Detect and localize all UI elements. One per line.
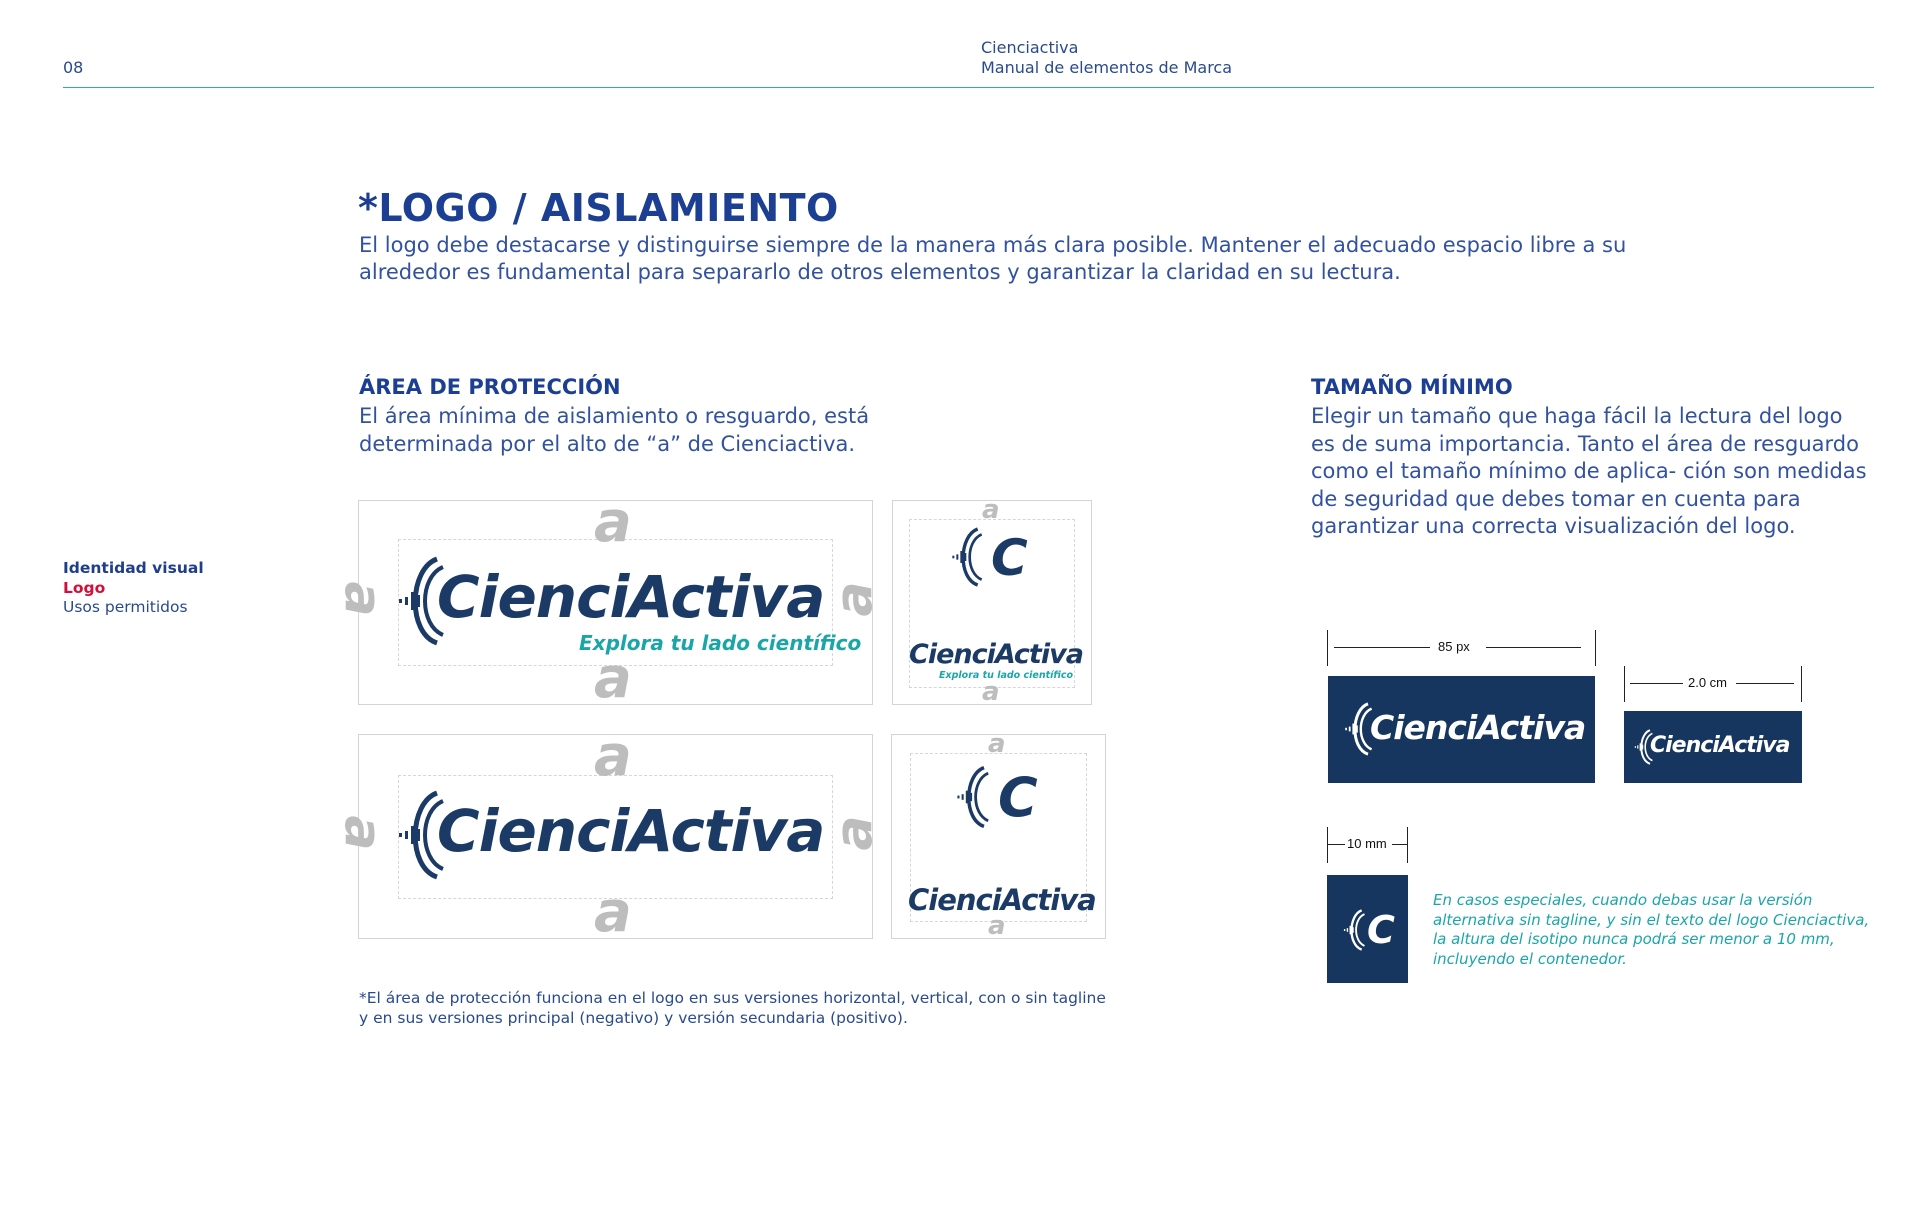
header-manual: Manual de elementos de Marca: [981, 58, 1233, 77]
logo-wordmark: CienciActiva: [908, 883, 1096, 917]
min-size-note: En casos especiales, cuando debas usar la versión alternativa sin tagline, y sin el texto del logo Cienciactiva, la altura del isotipo nunca podrá ser menor a 10 mm, incluyendo el contenedor.: [1433, 891, 1870, 968]
logo-box-horizontal: [332, 724, 885, 945]
logo-wordmark: CienciActiva: [1650, 733, 1790, 758]
logo-wordmark: CienciActiva: [1370, 708, 1586, 747]
spacing-a-top: a: [982, 495, 1000, 525]
dim-line: [1736, 683, 1794, 684]
nav-sub[interactable]: Usos permitidos: [63, 598, 188, 616]
min-logo-85px: [1328, 676, 1595, 783]
protection-text: El área mínima de aislamiento o resguardo, está determinada por el alto de “a” de Cienciactiva.: [359, 404, 870, 456]
protection-footnote: *El área de protección funciona en el logo en sus versiones horizontal, vertical, con o sin tagline y en sus versiones principal (negativo) y versión secundaria (positivo).: [359, 989, 1106, 1027]
dim-line: [1334, 647, 1430, 648]
header-divider: [63, 87, 1874, 88]
logo-box-vertical: [891, 729, 1106, 941]
header-brand: Cienciactiva: [981, 38, 1079, 57]
logo-wordmark: CienciActiva: [909, 639, 1083, 670]
dim-label-mm: 10 mm: [1347, 836, 1387, 851]
spacing-a-top: a: [988, 729, 1006, 759]
spacing-a-left: a: [332, 581, 393, 617]
spacing-a-right: a: [824, 581, 885, 617]
nav-current[interactable]: Logo: [63, 578, 106, 597]
isotipo-icon: [956, 755, 998, 839]
dim-line: [1486, 647, 1581, 648]
protection-heading: ÁREA DE PROTECCIÓN: [359, 375, 621, 399]
spacing-a-top: a: [594, 724, 632, 789]
min-isotipo-10mm: [1327, 875, 1408, 983]
dim-line: [1630, 683, 1683, 684]
logo-tagline: Explora tu lado científico: [939, 670, 1074, 681]
dim-line: [1392, 844, 1407, 845]
logo-wordmark: CienciActiva: [437, 797, 825, 865]
dim-tick: [1327, 630, 1328, 666]
isotipo-letter: C: [991, 529, 1028, 587]
dim-tick: [1624, 666, 1625, 702]
min-size-heading: TAMAÑO MÍNIMO: [1311, 375, 1513, 399]
logo-tagline: Explora tu lado científico: [579, 631, 862, 655]
dim-label-px: 85 px: [1438, 639, 1470, 654]
dim-tick: [1407, 827, 1408, 863]
dim-tick: [1595, 630, 1596, 666]
spacing-a-bottom: a: [594, 880, 632, 945]
spacing-a-bottom: a: [982, 677, 1000, 707]
page-title: *LOGO / AISLAMIENTO: [358, 186, 839, 230]
logo-box-vertical-tagline: [892, 495, 1092, 707]
isotipo-icon: [951, 517, 991, 597]
logo-wordmark: CienciActiva: [437, 563, 825, 631]
min-size-text: Elegir un tamaño que haga fácil la lectura del logo es de suma importancia. Tanto el área de resguardo como el tamaño mínimo de aplica- ción son medidas de seguridad que debes tomar en cuenta para garantizar una correcta visualización del logo.: [1311, 404, 1867, 538]
spacing-a-left: a: [332, 815, 393, 851]
dim-line: [1327, 844, 1345, 845]
dim-tick: [1801, 666, 1802, 702]
isotipo-letter: C: [998, 766, 1038, 829]
sidebar-nav: [63, 559, 204, 618]
nav-section[interactable]: Identidad visual: [63, 559, 204, 577]
spacing-a-bottom: a: [988, 911, 1006, 941]
page-number: 08: [63, 58, 84, 77]
spacing-a-right: a: [824, 815, 885, 851]
dim-tick: [1327, 827, 1328, 863]
dim-label-cm: 2.0 cm: [1688, 675, 1728, 690]
isotipo-letter: C: [1367, 908, 1395, 952]
min-logo-2cm: [1624, 711, 1802, 783]
header-title: [981, 38, 1232, 78]
intro-text: El logo debe destacarse y distinguirse siempre de la manera más clara posible. Mantener el adecuado espacio libre a su alrededor es fundamental para separarlo de otros elementos y garantizar la claridad en su lectura.: [359, 233, 1627, 284]
logo-box-horizontal-tagline: [332, 490, 885, 711]
spacing-a-bottom: a: [594, 646, 632, 711]
spacing-a-top: a: [594, 490, 632, 555]
